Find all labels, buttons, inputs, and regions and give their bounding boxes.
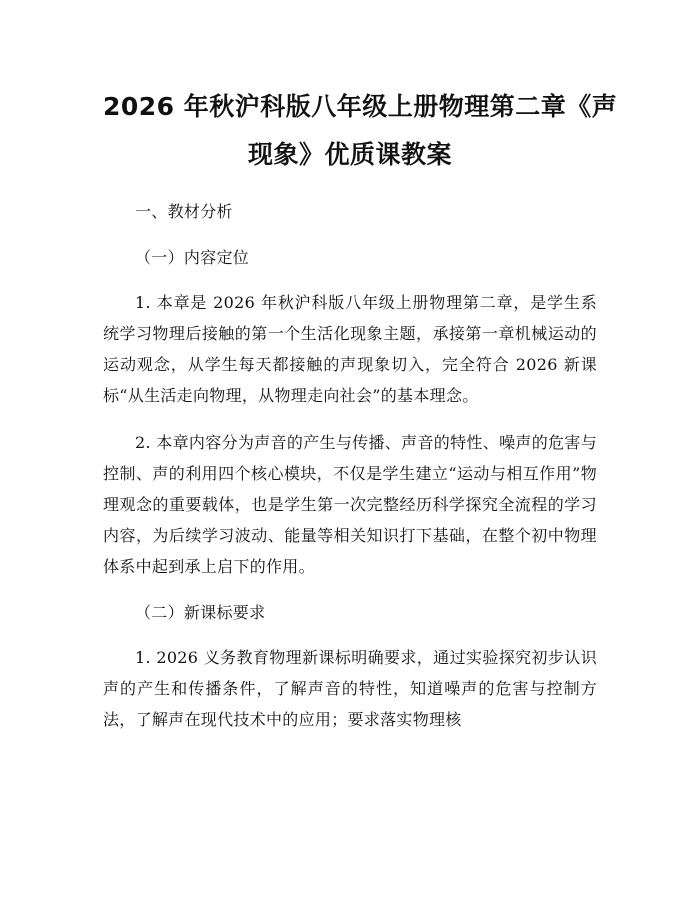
document-body (103, 196, 597, 735)
paragraph-content-positioning-1: 1. 本章是 2026 年秋沪科版八年级上册物理第二章，是学生系统学习物理后接触的第一个生活化现象主题，承接第一章机械运动的运动观念，从学生每天都接触的声现象切入，完全符合 2026 新课标“从生活走向物理，从物理走向社会”的基本理念。 (103, 293, 597, 405)
paragraph-curriculum-requirements-1: 1. 2026 义务教育物理新课标明确要求，通过实验探究初步认识声的产生和传播条件，了解声音的特性，知道噪声的危害与控制方法，了解声在现代技术中的应用；要求落实物理核 (103, 648, 597, 729)
subsection-heading-content-positioning: （一）内容定位 (135, 248, 250, 267)
paragraph-content-positioning-2: 2. 本章内容分为声音的产生与传播、声音的特性、噪声的危害与控制、声的利用四个核心模块，不仅是学生建立“运动与相互作用”物理观念的重要载体，也是学生第一次完整经历科学探究全流程的学习内容，为后续学习波动、能量等相关知识打下基础，在整个初中物理体系中起到承上启下的作用。 (103, 433, 597, 576)
title-line-2: 现象》优质课教案 (247, 140, 452, 169)
subsection-heading-curriculum-requirements: （二）新课标要求 (135, 603, 266, 622)
section-heading-materials-analysis: 一、教材分析 (135, 202, 233, 221)
title-line-1: 2026 年秋沪科版八年级上册物理第二章《声 (103, 92, 618, 121)
document-title (103, 0, 618, 179)
